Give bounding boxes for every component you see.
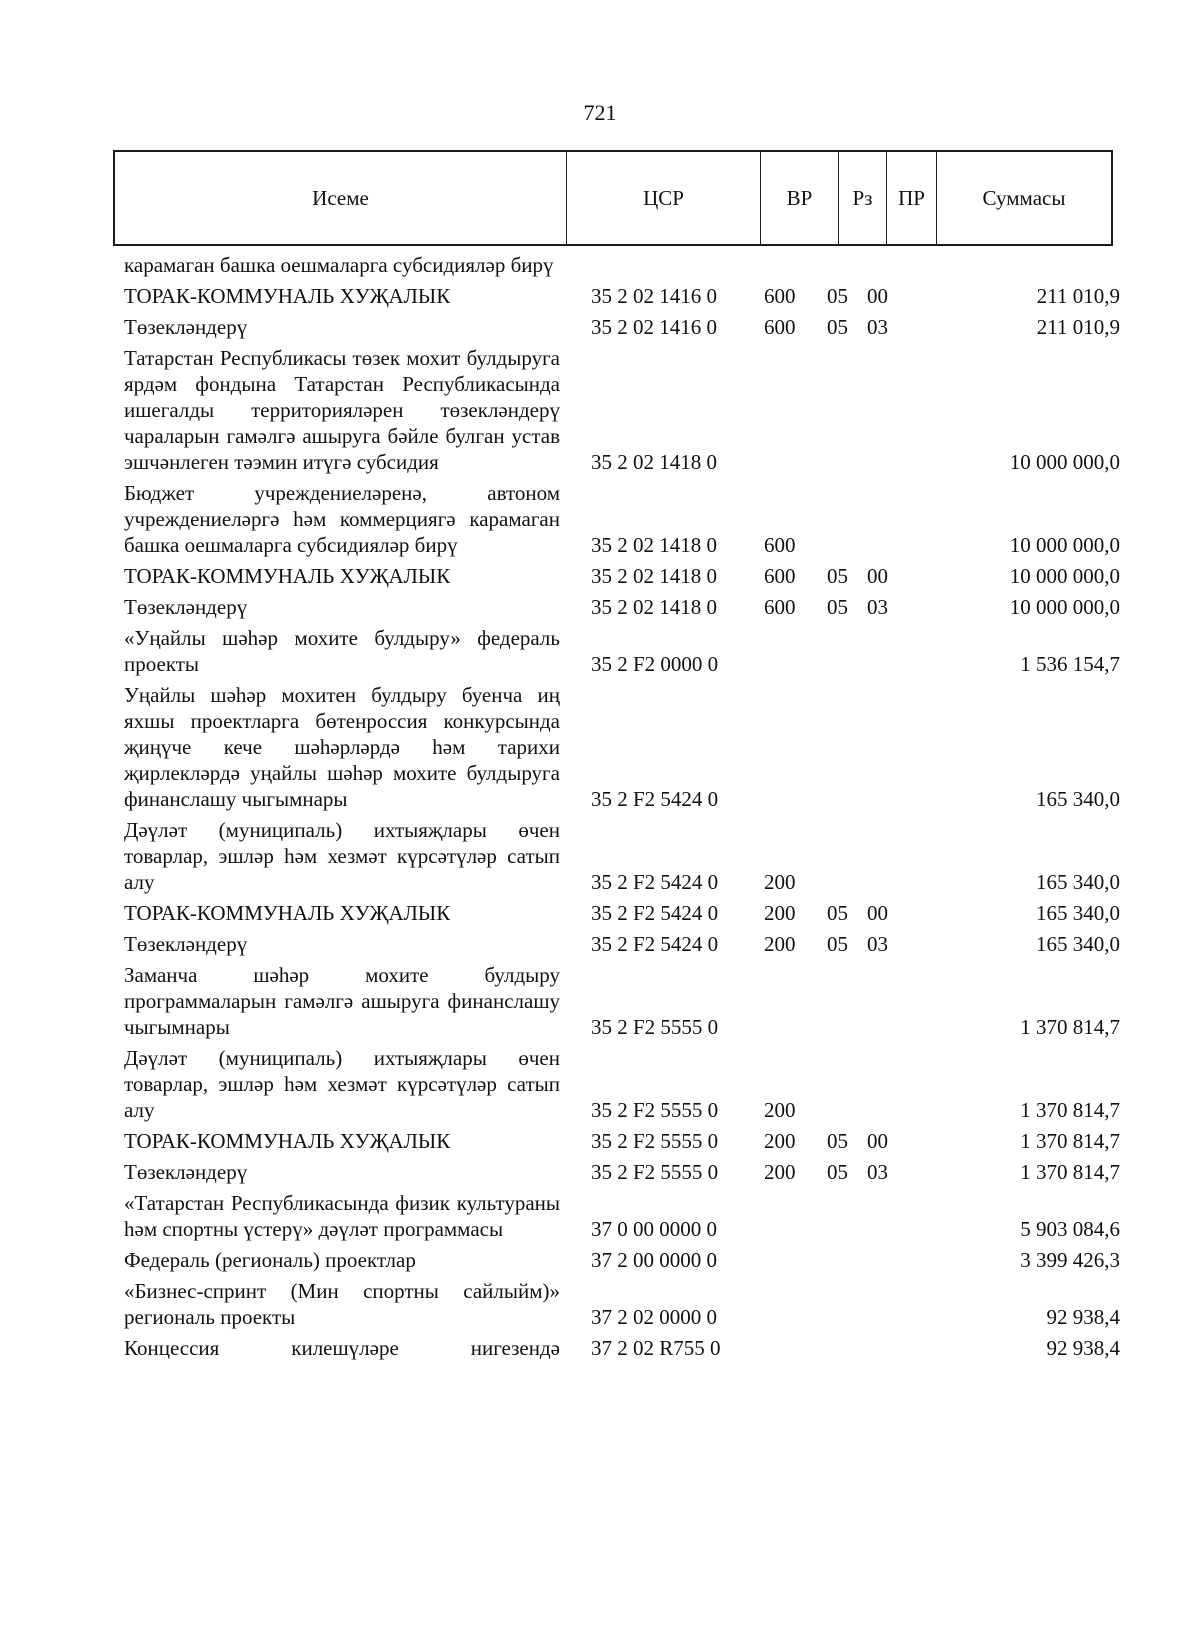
row-name: Бюджет учреждениеләренә, автоном учреждениеләргә һәм коммерциягә карамаган башка оешмаларга субсидияләр бирү bbox=[124, 481, 560, 557]
table-row bbox=[124, 962, 1120, 1040]
table-row bbox=[124, 682, 1120, 812]
row-csr: 35 2 02 1416 0 bbox=[591, 284, 717, 308]
row-sum: 1 370 814,7 bbox=[1020, 1015, 1120, 1039]
table-row bbox=[124, 817, 1120, 895]
row-pr: 00 bbox=[867, 1129, 888, 1153]
row-pr: 03 bbox=[867, 932, 888, 956]
table-row bbox=[124, 625, 1120, 677]
row-sum: 1 370 814,7 bbox=[1020, 1160, 1120, 1184]
row-sum: 165 340,0 bbox=[1036, 787, 1120, 811]
row-name: Уңайлы шәһәр мохитен булдыру буенча иң яхшы проектларга бөтенроссия конкурсында җиңүче кече шәһәрләрдә һәм тарихи җирлекләрдә уңайлы шәһәр мохите булдыруга финанслашу чыгымнары bbox=[124, 683, 560, 811]
row-name: Концессия килешүләре нигезендә bbox=[124, 1336, 560, 1360]
row-vr: 200 bbox=[764, 901, 796, 925]
row-vr: 600 bbox=[764, 533, 796, 557]
table-row bbox=[124, 563, 1120, 589]
table-row bbox=[124, 1335, 1120, 1361]
row-sum: 165 340,0 bbox=[1036, 932, 1120, 956]
row-pr: 00 bbox=[867, 901, 888, 925]
header-rz: Рз bbox=[839, 152, 887, 244]
row-sum: 92 938,4 bbox=[1046, 1305, 1120, 1329]
row-name: карамаган башка оешмаларга субсидияләр бирү bbox=[124, 253, 554, 277]
row-pr: 03 bbox=[867, 315, 888, 339]
row-rz: 05 bbox=[827, 315, 848, 339]
row-sum: 10 000 000,0 bbox=[1009, 595, 1120, 619]
row-vr: 600 bbox=[764, 564, 796, 588]
row-name: Төзекләндерү bbox=[124, 1160, 248, 1184]
row-vr: 200 bbox=[764, 1160, 796, 1184]
header-sum: Суммасы bbox=[982, 185, 1066, 210]
table-row bbox=[124, 594, 1120, 620]
row-sum: 211 010,9 bbox=[1036, 284, 1120, 308]
table-body bbox=[124, 252, 1120, 1366]
row-csr: 35 2 02 1418 0 bbox=[591, 595, 717, 619]
table-row bbox=[124, 1128, 1120, 1154]
page-number: 721 bbox=[583, 100, 617, 125]
row-name: Төзекләндерү bbox=[124, 932, 248, 956]
row-vr: 600 bbox=[764, 284, 796, 308]
row-csr: 37 2 02 0000 0 bbox=[591, 1305, 717, 1329]
row-csr: 35 2 02 1418 0 bbox=[591, 564, 717, 588]
row-sum: 165 340,0 bbox=[1036, 870, 1120, 894]
table-row bbox=[124, 314, 1120, 340]
row-sum: 10 000 000,0 bbox=[1009, 533, 1120, 557]
row-name: ТОРАК-КОММУНАЛЬ ХУҖАЛЫК bbox=[124, 564, 451, 588]
row-csr: 35 2 F2 5555 0 bbox=[591, 1015, 719, 1039]
row-vr: 600 bbox=[764, 315, 796, 339]
header-pr: ПР bbox=[887, 152, 937, 244]
row-name: Дәүләт (муниципаль) ихтыяҗлары өчен товарлар, эшләр һәм хезмәт күрсәтүләр сатып алу bbox=[124, 1046, 560, 1122]
row-vr: 200 bbox=[764, 932, 796, 956]
row-vr: 600 bbox=[764, 595, 796, 619]
table-row bbox=[124, 345, 1120, 475]
row-sum: 1 370 814,7 bbox=[1020, 1098, 1120, 1122]
row-vr: 200 bbox=[764, 1129, 796, 1153]
table-row bbox=[124, 1045, 1120, 1123]
row-rz: 05 bbox=[827, 564, 848, 588]
header-vr: ВР bbox=[761, 152, 839, 244]
row-csr: 37 2 00 0000 0 bbox=[591, 1248, 717, 1272]
row-name: «Бизнес-спринт (Мин спортны сайлыйм)» региональ проекты bbox=[124, 1279, 560, 1329]
row-sum: 5 903 084,6 bbox=[1020, 1217, 1120, 1241]
row-csr: 35 2 F2 5424 0 bbox=[591, 932, 719, 956]
row-csr: 35 2 02 1416 0 bbox=[591, 315, 717, 339]
row-csr: 35 2 F2 5555 0 bbox=[591, 1160, 719, 1184]
row-pr: 03 bbox=[867, 595, 888, 619]
row-pr: 03 bbox=[867, 1160, 888, 1184]
row-name: «Татарстан Республикасында физик культураны һәм спортны үстерү» дәүләт программасы bbox=[124, 1191, 560, 1241]
row-sum: 10 000 000,0 bbox=[1009, 564, 1120, 588]
row-sum: 1 370 814,7 bbox=[1020, 1129, 1120, 1153]
table-row bbox=[124, 252, 1120, 278]
row-csr: 35 2 F2 5555 0 bbox=[591, 1098, 719, 1122]
table-row bbox=[124, 1247, 1120, 1273]
row-sum: 3 399 426,3 bbox=[1020, 1248, 1120, 1272]
row-name: Федераль (региональ) проектлар bbox=[124, 1248, 416, 1272]
row-name: ТОРАК-КОММУНАЛЬ ХУҖАЛЫК bbox=[124, 284, 451, 308]
row-pr: 00 bbox=[867, 564, 888, 588]
row-name: «Уңайлы шәһәр мохите булдыру» федераль проекты bbox=[124, 626, 560, 676]
row-sum: 10 000 000,0 bbox=[1009, 450, 1120, 474]
header-csr: ЦСР bbox=[567, 152, 761, 244]
row-rz: 05 bbox=[827, 284, 848, 308]
table-row bbox=[124, 931, 1120, 957]
table-row bbox=[124, 480, 1120, 558]
row-rz: 05 bbox=[827, 1160, 848, 1184]
row-csr: 35 2 02 1418 0 bbox=[591, 533, 717, 557]
row-sum: 165 340,0 bbox=[1036, 901, 1120, 925]
row-name: Төзекләндерү bbox=[124, 315, 248, 339]
row-csr: 35 2 02 1418 0 bbox=[591, 450, 717, 474]
row-pr: 00 bbox=[867, 284, 888, 308]
row-csr: 35 2 F2 0000 0 bbox=[591, 652, 719, 676]
row-rz: 05 bbox=[827, 901, 848, 925]
table-row bbox=[124, 1159, 1120, 1185]
row-sum: 92 938,4 bbox=[1046, 1336, 1120, 1360]
table-row bbox=[124, 1190, 1120, 1242]
table-row bbox=[124, 1278, 1120, 1330]
row-sum: 1 536 154,7 bbox=[1020, 652, 1120, 676]
row-rz: 05 bbox=[827, 932, 848, 956]
row-rz: 05 bbox=[827, 1129, 848, 1153]
row-name: Төзекләндерү bbox=[124, 595, 248, 619]
row-csr: 37 2 02 R755 0 bbox=[591, 1336, 721, 1360]
header-name: Исеме bbox=[115, 152, 567, 244]
row-csr: 35 2 F2 5424 0 bbox=[591, 787, 719, 811]
row-csr: 35 2 F2 5424 0 bbox=[591, 901, 719, 925]
table-header bbox=[113, 150, 1113, 246]
row-csr: 37 0 00 0000 0 bbox=[591, 1217, 717, 1241]
table-row bbox=[124, 283, 1120, 309]
row-rz: 05 bbox=[827, 595, 848, 619]
row-vr: 200 bbox=[764, 1098, 796, 1122]
row-name: ТОРАК-КОММУНАЛЬ ХУҖАЛЫК bbox=[124, 901, 451, 925]
row-csr: 35 2 F2 5424 0 bbox=[591, 870, 719, 894]
row-vr: 200 bbox=[764, 870, 796, 894]
row-name: Дәүләт (муниципаль) ихтыяҗлары өчен товарлар, эшләр һәм хезмәт күрсәтүләр сатып алу bbox=[124, 818, 560, 894]
row-csr: 35 2 F2 5555 0 bbox=[591, 1129, 719, 1153]
row-name: ТОРАК-КОММУНАЛЬ ХУҖАЛЫК bbox=[124, 1129, 451, 1153]
row-sum: 211 010,9 bbox=[1036, 315, 1120, 339]
row-name: Татарстан Республикасы төзек мохит булдыруга ярдәм фондына Татарстан Республикасында ишегалды территорияләрен төзекләндерү чараларын гамәлгә ашыруга бәйле булган устав эшчәнлеген тәэмин итүгә субсидия bbox=[124, 346, 560, 474]
table-row bbox=[124, 900, 1120, 926]
row-name: Заманча шәһәр мохите булдыру программаларын гамәлгә ашыруга финанслашу чыгымнары bbox=[124, 963, 560, 1039]
